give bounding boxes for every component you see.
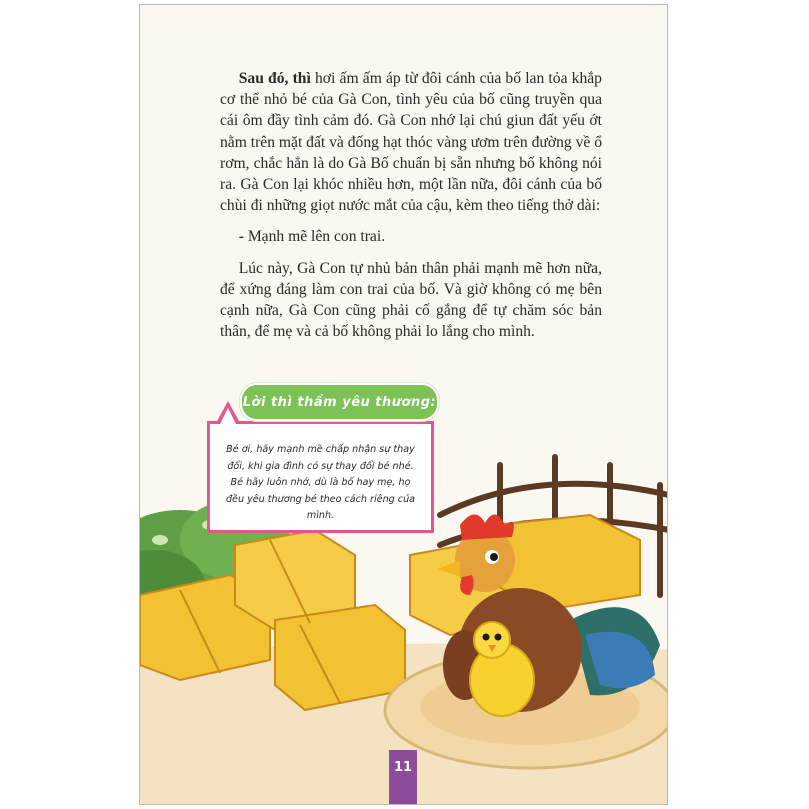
callout-tag: Lời thì thầm yêu thương: [240, 383, 439, 421]
book-page [139, 4, 668, 805]
paragraph-1-lead: Sau đó, thì [238, 70, 311, 87]
speech-bubble [207, 421, 434, 533]
dialogue-dash: - [238, 228, 244, 246]
dialogue-text: Mạnh mẽ lên con trai. [243, 228, 386, 246]
paragraph-1 [220, 68, 602, 216]
bubble-message: Bé ơi, hãy mạnh mẽ chấp nhận sự thay đổi, khi gia đình có sự thay đổi bé nhé. Bé hãy luôn nhớ, dù là bố hay mẹ, họ đều yêu thương bé theo cách riêng của mình. [225, 444, 416, 521]
dialogue-line [220, 226, 602, 247]
story-text [220, 68, 602, 352]
paragraph-3: Lúc này, Gà Con tự nhủ bản thân phải mạnh mẽ hơn nữa, để xứng đáng làm con trai của bố. Và giờ không có mẹ bên cạnh nữa, Gà Con cũng phải cố gắng để tự chăm sóc bản thân, để mẹ và cả bố không phải lo lắng cho mình. [220, 259, 602, 341]
paragraph-1-body: hơi ấm ấm áp từ đôi cánh của bố lan tỏa khắp cơ thể nhỏ bé của Gà Con, tình yêu của bố cũng truyền qua cái ôm đầy tình cảm đó. Gà Con nhớ lại chú giun đất yếu ớt nằm trên mặt đất và đống hạt thóc vàng ươm trên đường về ổ rơm, chắc hẳn là do Gà Bố chuẩn bị sẵn nhưng bố không nói ra. Gà Con lại khóc nhiều hơn, một lần nữa, đôi cánh của bố chùi đi những giọt nước mắt của cậu, kèm theo tiếng thở dài: [220, 70, 602, 215]
page-number: 11 [389, 750, 417, 805]
bubble-tail-fill [220, 408, 236, 424]
